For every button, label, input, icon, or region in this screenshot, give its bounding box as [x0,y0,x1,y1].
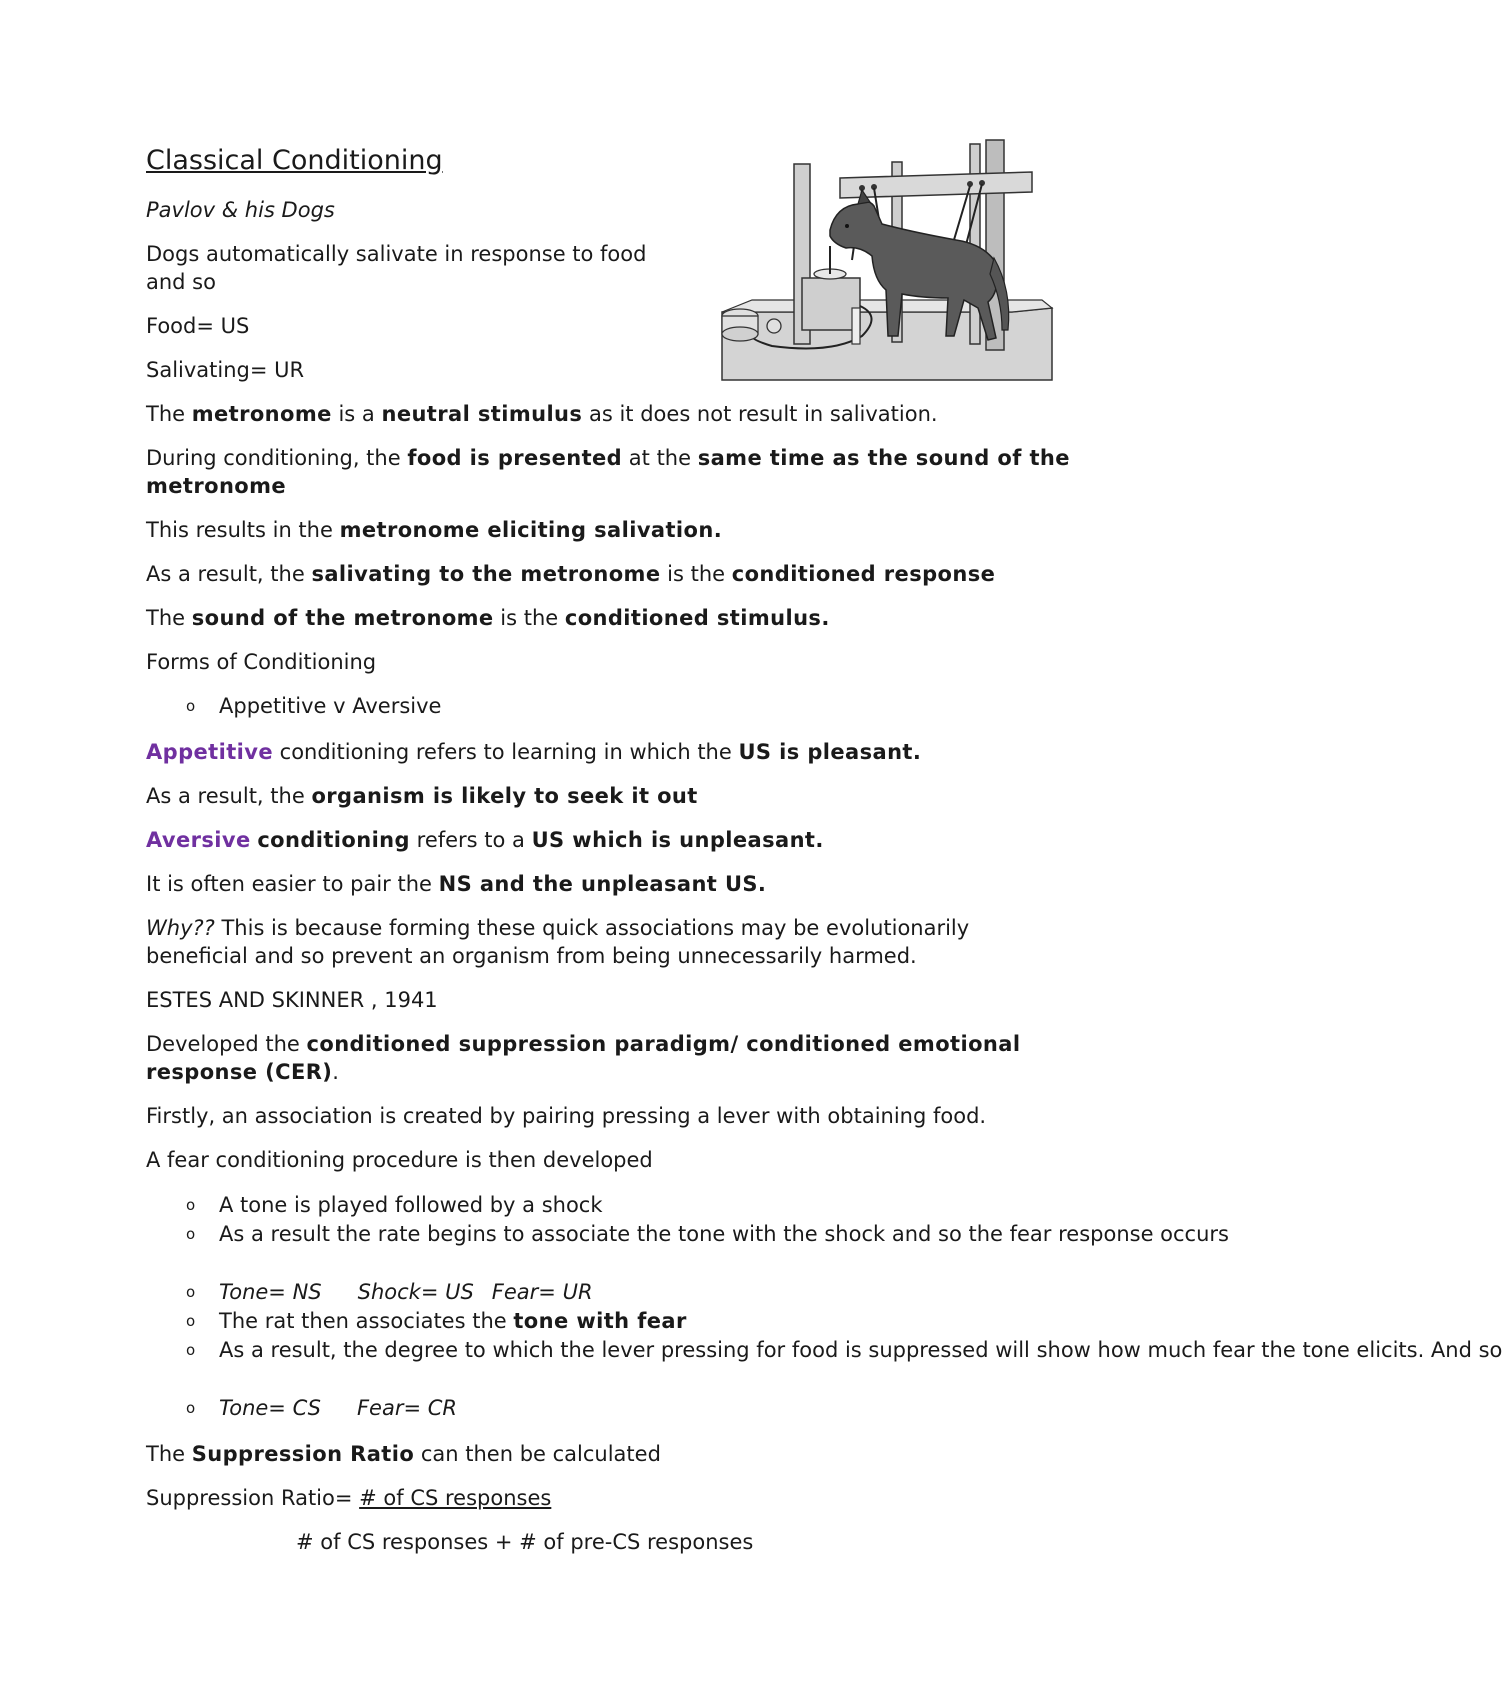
fear-procedure-paragraph: A fear conditioning procedure is then developed [146,1148,653,1172]
list-item: A tone is played followed by a shock [219,1193,603,1217]
bullet-marker: o [186,1196,196,1214]
appetitive-paragraph: Appetitive conditioning refers to learning in which the US is pleasant. [146,740,922,764]
bullet-marker: o [186,1399,196,1417]
pair-paragraph: It is often easier to pair the NS and the unpleasant US. [146,872,767,896]
estes-heading: ESTES AND SKINNER , 1941 [146,988,438,1012]
list-item: Tone= NS Shock= US Fear= UR [219,1280,593,1304]
list-item: Tone= CS Fear= CR [219,1396,457,1420]
firstly-paragraph: Firstly, an association is created by pairing pressing a lever with obtaining food. [146,1104,987,1128]
list-item: As a result the rate begins to associate the tone with the shock and so the fear response occurs [219,1222,1229,1246]
food-us-line: Food= US [146,314,250,338]
formula-numerator-line: Suppression Ratio= # of CS responses [146,1486,552,1510]
page-title: Classical Conditioning [146,145,443,176]
bullet-marker: o [186,1312,196,1330]
bullet-marker: o [186,1283,196,1301]
developed-paragraph: Developed the conditioned suppression paradigm/ conditioned emotional response (CER). [146,1032,1021,1084]
list-item: The rat then associates the tone with fear [219,1309,687,1333]
cr-paragraph: As a result, the salivating to the metronome is the conditioned response [146,562,996,586]
during-paragraph: During conditioning, the food is presented at the same time as the sound of the metronome [146,446,1070,498]
list-item: As a result, the degree to which the lever pressing for food is suppressed will show how much fear the tone elicits. And so [219,1338,1502,1362]
bullet-marker: o [186,697,196,715]
forms-bullet: Appetitive v Aversive [219,694,442,718]
aversive-paragraph: Aversive conditioning refers to a US which is unpleasant. [146,828,824,852]
seek-paragraph: As a result, the organism is likely to seek it out [146,784,698,808]
bullet-marker: o [186,1225,196,1243]
forms-heading: Forms of Conditioning [146,650,377,674]
intro-paragraph: Dogs automatically salivate in response to food and so [146,242,647,294]
salivating-ur-line: Salivating= UR [146,358,305,382]
bullet-marker: o [186,1341,196,1359]
subtitle: Pavlov & his Dogs [146,198,335,222]
metronome-paragraph: The metronome is a neutral stimulus as it does not result in salivation. [146,402,938,426]
formula-numerator: # of CS responses [359,1486,552,1510]
cs-paragraph: The sound of the metronome is the conditioned stimulus. [146,606,830,630]
formula-denominator: # of CS responses + # of pre-CS responses [296,1530,754,1554]
why-paragraph: Why?? This is because forming these quick associations may be evolutionarily beneficial and so prevent an organism from being unnecessarily harmed. [146,916,970,968]
results-paragraph: This results in the metronome eliciting salivation. [146,518,723,542]
suppression-paragraph: The Suppression Ratio can then be calculated [146,1442,661,1466]
